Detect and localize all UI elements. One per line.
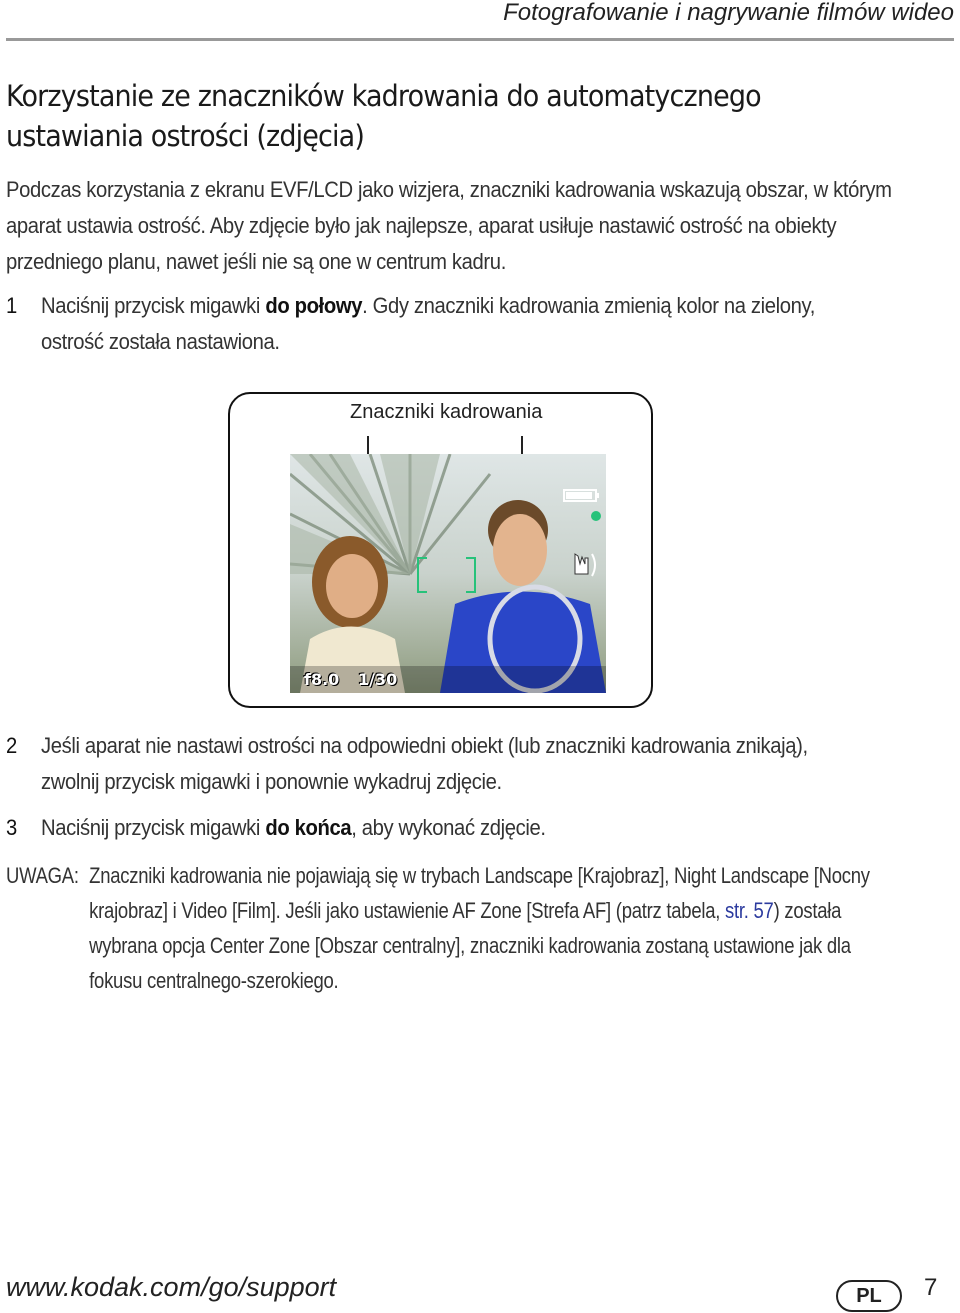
step-text: Naciśnij przycisk migawki [40, 815, 266, 840]
header-title: Fotografowanie i nagrywanie filmów wideo [503, 0, 954, 26]
step-text-end: . Gdy znaczniki kadrowania zmienią kolor na zielony, [362, 293, 816, 318]
note-text: Znaczniki kadrowania nie pojawiają się w trybach Landscape [Krajobraz], Night Landscape [Nocny krajobraz] i Video [Film]. Jeśli jako ustawienie AF Zone [Strefa AF] (patrz tabela, [89, 863, 870, 923]
step-number: 1 [6, 293, 17, 318]
shutter-readout: 1/30 [358, 670, 398, 689]
header-divider [6, 38, 954, 41]
step-2 [6, 728, 808, 800]
step-number: 2 [6, 733, 17, 758]
step-emphasis: do połowy [265, 293, 363, 318]
step-continuation: ostrość została nastawiona. [40, 329, 280, 354]
boy-face [493, 514, 547, 586]
note-text-end: ) została wybrana opcja Center Zone [Obszar centralny], znaczniki kadrowania zostaną ustawione jak dla fokusu centralnego-szerokiego. [89, 898, 851, 993]
page-number: 7 [924, 1274, 938, 1301]
page-reference-link[interactable]: str. 57 [725, 898, 774, 923]
section-title: Korzystanie ze znaczników kadrowania do automatycznego ustawiania ostrości (zdjęcia) [6, 79, 761, 153]
intro-paragraph: Podczas korzystania z ekranu EVF/LCD jako wizjera, znaczniki kadrowania wskazują obszar, w którym aparat ustawia ostrość. Aby zdjęcie było jak najlepsze, aparat usiłuje nastawić ostrość na obiekty przedniego planu, nawet jeśli nie są one w centrum kadru. [6, 177, 892, 274]
viewfinder-photo [290, 454, 606, 693]
aperture-readout: f8.0 [304, 670, 340, 689]
step-text: Naciśnij przycisk migawki [40, 293, 266, 318]
step-number: 3 [6, 815, 17, 840]
support-url-link[interactable]: www.kodak.com/go/support [6, 1272, 337, 1302]
step-emphasis: do końca [265, 815, 352, 840]
step-3 [6, 810, 546, 846]
photo-scene [290, 454, 606, 693]
figure-caption: Znaczniki kadrowania [350, 401, 543, 423]
note-body [89, 858, 888, 998]
battery-icon [564, 490, 599, 501]
note-label: UWAGA: [6, 863, 79, 888]
step-1 [6, 288, 815, 360]
step-text: Jeśli aparat nie nastawi ostrości na odpowiedni obiekt (lub znaczniki kadrowania znikają), [40, 733, 808, 758]
step-continuation: zwolnij przycisk migawki i ponownie wykadruj zdjęcie. [40, 769, 502, 794]
framing-marks [418, 558, 475, 592]
hand-shake-warning-icon [575, 554, 595, 576]
language-badge: PL [836, 1280, 902, 1312]
girl-face [326, 554, 378, 618]
focus-ready-dot-icon [591, 511, 601, 521]
step-text-end: , aby wykonać zdjęcie. [351, 815, 546, 840]
note-block [6, 858, 888, 998]
